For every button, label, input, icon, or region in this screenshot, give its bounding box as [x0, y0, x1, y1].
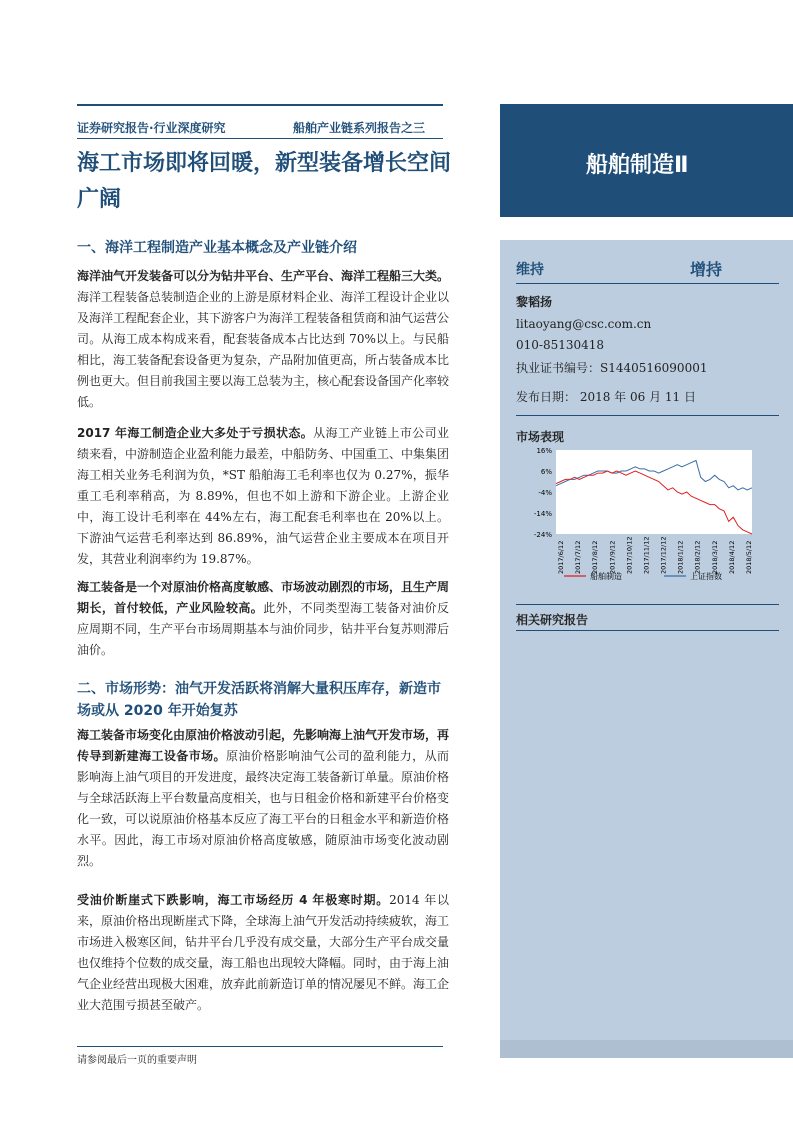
- sidebar-footer-band: [500, 1040, 793, 1058]
- chart-plot-area: [556, 450, 752, 534]
- market-chart: [508, 446, 758, 586]
- x-tick-label: 2017/10/12: [625, 536, 634, 574]
- header-rule-bottom: [77, 138, 443, 139]
- section-1-para-3: 海工装备是一个对原油价格高度敏感、市场波动剧烈的市场，且生产周期长，首付较低，产业风险较高。此外，不同类型海工装备对油价反应周期不同，生产平台市场周期基本与油价同步，钻井平台复苏则滞后油价。: [77, 580, 450, 657]
- x-tick-label: 2018/3/12: [710, 540, 719, 574]
- x-tick-label: 2017/11/12: [642, 536, 651, 574]
- x-tick-label: 2017/7/12: [574, 540, 583, 574]
- section-2-para-1: 海工装备市场变化由原油价格波动引起，先影响海上油气开发市场，再传导到新建海工设备市场。原油价格影响油气公司的盈利能力，从而影响海上油气项目的开发进度，最终决定海工装备新订单量。原油价格与全球活跃海上平台数量高度相关，也与日租金价格和新建平台价格变化一致，可以说原油价格基本反应了海工平台的日租金水平和新造价格水平。因此，海工市场对原油价格高度敏感，随原油市场变化波动剧烈。: [77, 728, 450, 868]
- section-1-heading: 一、海洋工程制造产业基本概念及产业链介绍: [77, 240, 357, 256]
- analyst-name: 黎韬扬: [516, 295, 553, 309]
- x-tick-label: 2018/1/12: [676, 540, 685, 574]
- analyst-phone: 010-85130418: [516, 338, 605, 352]
- footer-disclaimer[interactable]: 请参阅最后一页的重要声明: [77, 1055, 197, 1066]
- x-tick-label: 2018/4/12: [727, 540, 736, 574]
- x-tick-label: 2017/8/12: [591, 540, 600, 574]
- section-2-heading: 二、市场形势：油气开发活跃将消解大量积压库存，新造市场或从 2020 年开始复苏: [77, 681, 441, 719]
- industry-banner: [500, 104, 793, 217]
- x-tick-label: 2017/12/12: [659, 536, 668, 574]
- rating-previous: 维持: [516, 262, 544, 278]
- y-tick-label: -14%: [533, 510, 552, 518]
- section-2-para-2: 受油价断崖式下跌影响，海工市场经历 4 年极寒时期。2014 年以来，原油价格出现断崖式下降，全球海上油气开发活动持续疲软，海工市场进入极寒区间，钻井平台几乎没有成交量，大部分生产平台成交量也仅维持个位数的成交量，海工船也出现较大降幅。同时，由于海上油气企业经营出现极大困难，放弃此前新造订单的情况屡见不鲜。海工企业大范围亏损甚至破产。: [77, 893, 450, 1012]
- section-1-para-1: 海洋油气开发装备可以分为钻井平台、生产平台、海洋工程船三大类。海洋工程装备总装制造企业的上游是原材料企业、海洋工程设计企业以及海洋工程配套企业，其下游客户为海洋工程装备租赁商和油气运营公司。从海工成本构成来看，配套装备成本占比达到 70%以上。与民船相比，海工装备配套设备更为复杂，产品附加值更高，所占装备成本比例也更大。但目前我国主要以海工总装为主，核心配套设备国产化率较低。: [77, 269, 450, 409]
- y-tick-label: 16%: [536, 447, 552, 455]
- legend-label: 船舶制造: [590, 572, 622, 581]
- analyst-email[interactable]: litaoyang@csc.com.cn: [516, 317, 652, 331]
- related-divider: [516, 630, 779, 631]
- y-tick-label: -4%: [538, 489, 552, 497]
- report-type: 证券研究报告·行业深度研究: [77, 121, 226, 135]
- footer-rule: [77, 1046, 443, 1047]
- industry-name: 船舶制造Ⅱ: [586, 153, 689, 178]
- rating-divider: [516, 283, 779, 284]
- related-reports-label: 相关研究报告: [516, 613, 589, 627]
- chart-divider: [516, 604, 779, 605]
- market-performance-label: 市场表现: [516, 430, 565, 444]
- x-tick-label: 2018/5/12: [745, 540, 753, 574]
- legend-label: 上证指数: [690, 572, 722, 581]
- section-1-para-2: 2017 年海工制造企业大多处于亏损状态。从海工产业链上市公司业绩来看，中游制造企业盈利能力最差，中船防务、中国重工、中集集团海工相关业务毛利润为负，*ST 船舶海工毛利率也仅为 0.27%，振华重工毛利率稍高，为 8.89%，但也不如上游和下游企业。上游企业中，海工设计毛利率在 44%左右，海工配套毛利率也在 20%以上。下游油气运营毛利率达到 86.89%，油气运营企业主要成本在项目开发，其营业利润率约为 19.87%。: [77, 426, 450, 566]
- publish-date: 发布日期： 2018 年 06 月 11 日: [516, 390, 696, 404]
- page-title: 海工市场即将回暖，新型装备增长空间 广阔: [77, 151, 452, 212]
- analyst-cert: 执业证书编号：S1440516090001: [516, 361, 708, 375]
- x-tick-label: 2018/2/12: [693, 540, 702, 574]
- series-name: 船舶产业链系列报告之三: [293, 121, 426, 135]
- x-tick-label: 2017/6/12: [557, 540, 565, 574]
- header-rule-top: [77, 104, 443, 106]
- rating-current: 增持: [690, 260, 723, 279]
- date-divider: [516, 415, 779, 416]
- y-tick-label: -24%: [533, 531, 552, 539]
- y-tick-label: 6%: [540, 468, 552, 476]
- x-tick-label: 2017/9/12: [608, 540, 617, 574]
